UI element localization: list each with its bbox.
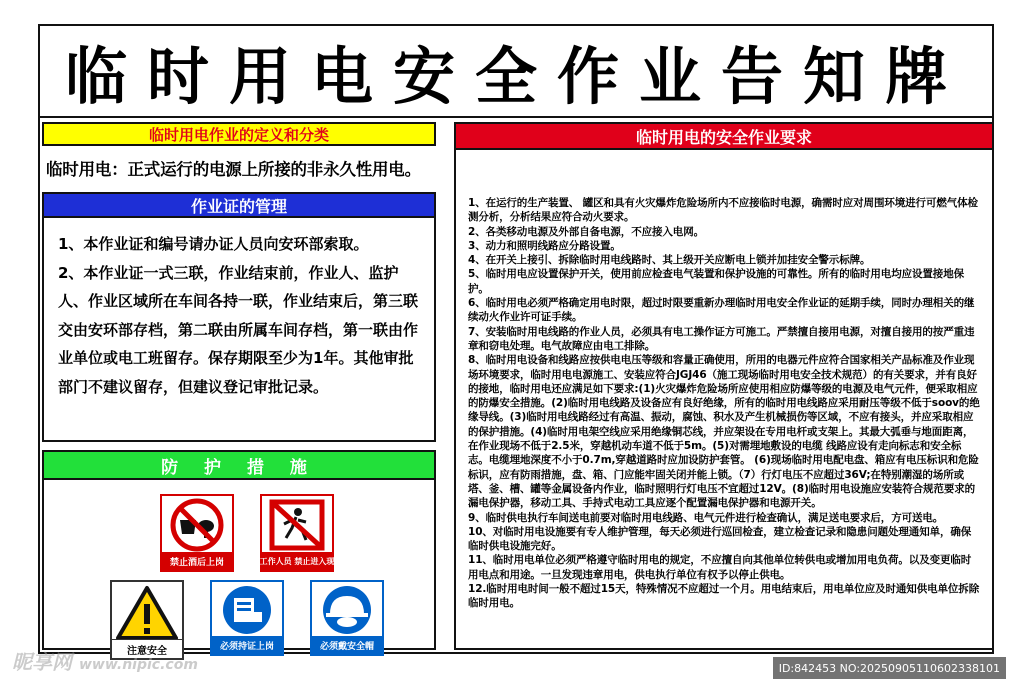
requirement-item: 6、临时用电必须严格确定用电时限，超过时限要重新办理临时用电安全作业证的延期手续，同时办理相关的继续动火作业许可证手续。 [468, 297, 975, 324]
protection-signs [42, 480, 436, 657]
sign-helmet [310, 580, 384, 656]
requirement-item: 4、在开关上接引、拆除临时用电线路时、其上级开关应断电上锁并加挂安全警示标牌。 [468, 254, 871, 267]
sign-caption: 注意安全 [112, 639, 182, 658]
permit-header: 作业证的管理 [42, 192, 436, 218]
requirement-item: 9、临时供电执行车间送电前要对临时用电线路、电气元件进行检查确认，满足送电要求后，方可送电。 [468, 511, 944, 524]
permit-item: 2、本作业证一式三联，作业结束前，作业人、监护人、作业区域所在车间各持一联，作业结束后，第三联交由安环部存档，第二联由所属车间存档，第一联由作业单位或电工班留存。保存期限至少为1年。其他审批部门不建议留存，但建议登记审批记录。 [58, 263, 419, 396]
permit-box [42, 218, 436, 442]
no-drinking-icon [162, 496, 232, 554]
right-column [454, 122, 994, 650]
watermark-site: www.nipic.com [78, 657, 198, 673]
notice-board [38, 24, 994, 657]
page-title: 临时用电安全作业告知牌 [40, 26, 992, 118]
watermark-brand: 昵享网 [12, 650, 72, 674]
sign-caption: 非工作人员 禁止进入现场 [262, 552, 332, 570]
sign-certificate [210, 580, 284, 656]
definition-text: 临时用电：正式运行的电源上所接的非永久性用电。 [46, 160, 421, 179]
permit-item: 1、本作业证和编号请办证人员向安环部索取。 [58, 235, 369, 253]
left-column [42, 122, 436, 657]
requirement-item: 5、临时用电应设置保护开关，使用前应检查电气装置和保护设施的可靠性。所有的临时用电均应设置接地保护。 [468, 268, 965, 295]
requirement-item: 11、临时用电单位必须严格遵守临时用电的规定，不应擅自向其他单位转供电或增加用电负荷。以及变更临时用电点和用途。一旦发现违章用电，供电执行单位有权予以停止供电。 [468, 554, 972, 581]
definition-header: 临时用电作业的定义和分类 [42, 122, 436, 146]
sign-caption: 必须持证上岗 [212, 636, 282, 654]
sign-no-entry [251, 494, 343, 572]
requirement-item: 2、各类移动电源及外部自备电源，不应接入电网。 [468, 225, 705, 238]
sign-no-drinking [160, 494, 234, 572]
image-id-label: ID:842453 NO:20250905110602338101 [773, 657, 1006, 679]
watermark [12, 646, 198, 675]
requirement-item: 7、安装临时用电线路的作业人员，必须具有电工操作证方可施工。严禁擅自接用电源，对擅自接用的按严重违章和窃电处理。电气故障应由电工排除。 [468, 325, 975, 352]
sign-caption: 必须戴安全帽 [312, 636, 382, 654]
helmet-icon [312, 582, 382, 638]
requirement-item: 10、对临时用电设施要有专人维护管理，每天必须进行巡回检查，建立检查记录和隐患问题处理通知单，确保临时供电设施完好。 [468, 525, 972, 553]
requirement-item: 8、临时用电设备和线路应按供电电压等级和容量正确使用，所用的电器元件应符合国家相关产品标准及作业现场环境要求，临时用电电源施工、安装应符合JGJ46（施工现场临时用电安全技术规范）的有关要求，并有良好的接地，临时用电还应满足如下要求:(1)火灾爆炸危险场所应使用相应防爆等级的电源及电气元件，便采取相应的防爆安全措施。(2)临时用电线路及设备应有良好绝缘，所有的临时用电线路应采用耐压等级不低于soov的绝缘导线。(3)临时用电线路经过有高温、振动，腐蚀、积水及产生机械损伤等区域，不应有接头，并应采取相应的保护措施。(4)临时用电架空线应采用绝缘铜芯线，并应架设在专用电杆或支架上。其最大弧垂与地面距离，在作业现场不低于2.5米，穿越机动车道不低于5m。(5)对需埋地敷设的电缆 线路应设有走向标志和安全标志。电缆埋地深度不小于0.7m,穿越道路时应加设防护套管。 (6)现场临时用电配电盘、箱应有电压标识和危险标识，应有防雨措施，盘、箱、门应能牢固关闭并能上锁。（7）行灯电压不应超过36V;在特别潮湿的场所或塔、釜、槽、罐等金属设备内作业，临时照明行灯电压不宜超过12V。(8)临时用电设施应安装符合规范要求的漏电保护器，移动工具、手持式电动工具应逐个配置漏电保护器和电源开关。 [468, 354, 980, 510]
no-entry-person-icon [262, 496, 332, 554]
requirements-list [468, 196, 980, 611]
warning-icon [112, 584, 182, 642]
requirement-item: 3、动力和照明线路应分路设置。 [468, 239, 621, 252]
protection-header: 防 护 措 施 [42, 450, 436, 480]
sign-caption: 禁止酒后上岗 [162, 552, 232, 570]
requirement-item: 12.临时用电时间一般不超过15天，特殊情况不应超过一个月。用电结束后，用电单位应及时通知供电单位拆除临时用电。 [468, 583, 980, 610]
requirement-item: 1、在运行的生产装置、 罐区和具有火灾爆炸危险场所内不应接临时电源，确需时应对周围环境进行可燃气体检测分析，分析结果应符合动火要求。 [468, 197, 978, 224]
permit-text [58, 230, 420, 401]
requirements-header: 临时用电的安全作业要求 [456, 124, 992, 150]
certificate-icon [212, 582, 282, 638]
